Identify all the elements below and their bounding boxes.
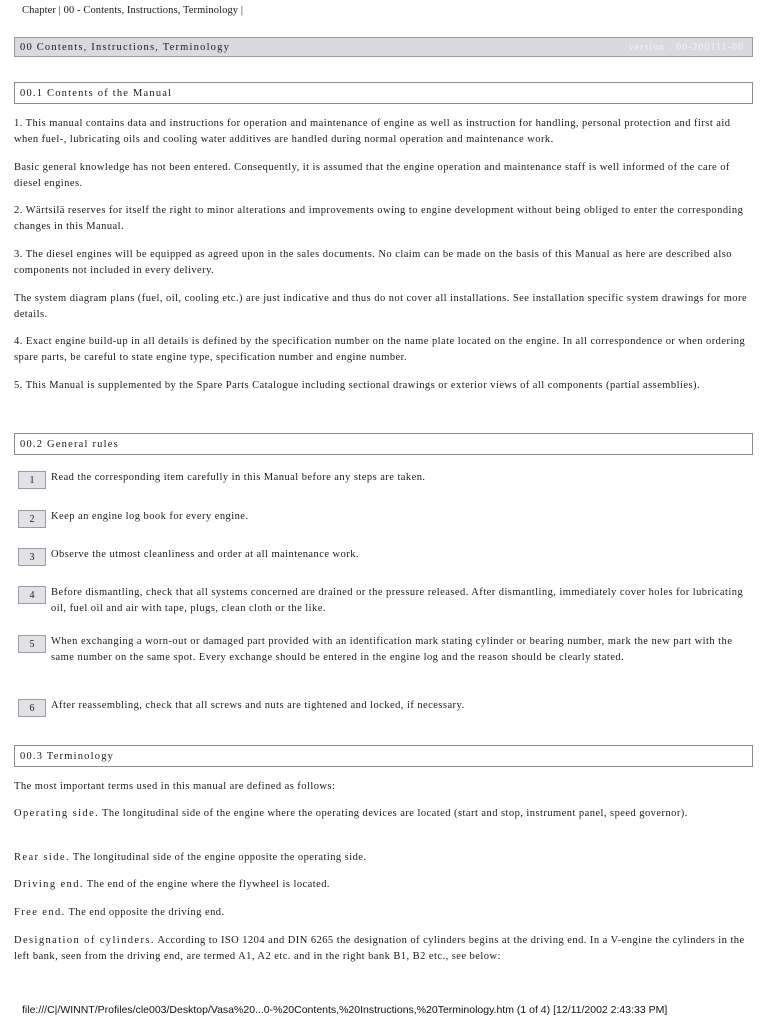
chapter-title-bar: [14, 37, 753, 57]
contents-paragraph: The system diagram plans (fuel, oil, cooling etc.) are just indicative and thus do not cover all installations. See installation specific system drawings for more details.: [14, 293, 748, 320]
term-name: Free end.: [14, 907, 66, 918]
rule-item: [14, 547, 754, 566]
term-name: Designation of cylinders.: [14, 935, 155, 946]
rule-number: 3: [18, 548, 46, 566]
chapter-title: 00 Contents, Instructions, Terminology: [20, 41, 231, 53]
term-definition: [14, 933, 754, 965]
contents-paragraph: 5. This Manual is supplemented by the Spare Parts Catalogue including sectional drawings or exterior views of all components (partial assemblies).: [14, 380, 701, 391]
section-heading-contents: 00.1 Contents of the Manual: [14, 82, 753, 104]
rule-text: Observe the utmost cleanliness and order at all maintenance work.: [51, 549, 359, 560]
term-definition: [14, 806, 754, 822]
rule-item: [14, 470, 754, 489]
version-label: version : 00-200111-00: [628, 41, 744, 53]
rule-number: 1: [18, 471, 46, 489]
page-header: Chapter | 00 - Contents, Instructions, Terminology |: [22, 5, 244, 16]
page-footer-url: file:///C|/WINNT/Profiles/cle003/Desktop/Vasa%20...0-%20Contents,%20Instructions,%20Terminology.htm (1 of 4) [12/11/2002 2:43:33 PM]: [22, 1004, 668, 1016]
contents-paragraph: 1. This manual contains data and instructions for operation and maintenance of engine as well as instruction for handling, personal protection and first aid when fuel-, lubricating oils and cooling water additives are handled during normal operation and maintenance work.: [14, 118, 731, 145]
term-name: Rear side.: [14, 852, 70, 863]
rule-text: When exchanging a worn-out or damaged part provided with an identification mark stating cylinder or bearing number, mark the new part with the same number on the same spot. Every exchange should be entered in the engine log and the reason should be clearly stated.: [51, 636, 733, 663]
term-text: The end of the engine where the flywheel is located.: [83, 879, 330, 890]
contents-paragraph: Basic general knowledge has not been entered. Consequently, it is assumed that the engine operation and maintenance staff is well informed of the care of diesel engines.: [14, 162, 730, 189]
term-name: Operating side.: [14, 808, 100, 819]
section-heading-terminology: 00.3 Terminology: [14, 745, 753, 767]
contents-paragraph: 4. Exact engine build-up in all details is defined by the specification number on the name plate located on the engine. In all correspondence or when ordering spare parts, be careful to state engine type, specification number and engine number.: [14, 336, 746, 363]
term-text: The longitudinal side of the engine where the operating devices are located (start and stop, instrument panel, speed governor).: [99, 808, 688, 819]
term-definition: [14, 850, 754, 866]
terminology-intro: The most important terms used in this manual are defined as follows:: [14, 781, 336, 792]
rule-number: 4: [18, 586, 46, 604]
rule-text: Keep an engine log book for every engine.: [51, 511, 249, 522]
rule-item: [14, 585, 754, 617]
term-text: The longitudinal side of the engine opposite the operating side.: [70, 852, 367, 863]
rule-text: Before dismantling, check that all systems concerned are drained or the pressure released. After dismantling, immediately cover holes for lubricating oil, fuel oil and air with tape, plugs, clean cloth or the like.: [51, 587, 744, 614]
contents-paragraph: 2. Wärtsilä reserves for itself the right to minor alterations and improvements owing to engine development without being obliged to enter the corresponding changes in this Manual.: [14, 205, 744, 232]
rule-item: [14, 509, 754, 528]
rule-item: [14, 698, 754, 717]
term-text: The end opposite the driving end.: [65, 907, 225, 918]
rule-number: 2: [18, 510, 46, 528]
rule-number: 5: [18, 635, 46, 653]
rule-item: [14, 634, 754, 666]
contents-paragraph: 3. The diesel engines will be equipped as agreed upon in the sales documents. No claim can be made on the basis of this Manual as here are described also components not included in every delivery.: [14, 249, 732, 276]
term-definition: [14, 877, 754, 893]
term-text: According to ISO 1204 and DIN 6265 the designation of cylinders begins at the driving end. In a V-engine the cylinders in the left bank, seen from the driving end, are termed A1, A2 etc. and in the right bank B1, B2 etc., see below:: [14, 935, 745, 962]
rule-text: Read the corresponding item carefully in this Manual before any steps are taken.: [51, 472, 426, 483]
rule-text: After reassembling, check that all screws and nuts are tightened and locked, if necessary.: [51, 700, 465, 711]
section-heading-general-rules: 00.2 General rules: [14, 433, 753, 455]
term-definition: [14, 905, 754, 921]
term-name: Driving end.: [14, 879, 84, 890]
rule-number: 6: [18, 699, 46, 717]
